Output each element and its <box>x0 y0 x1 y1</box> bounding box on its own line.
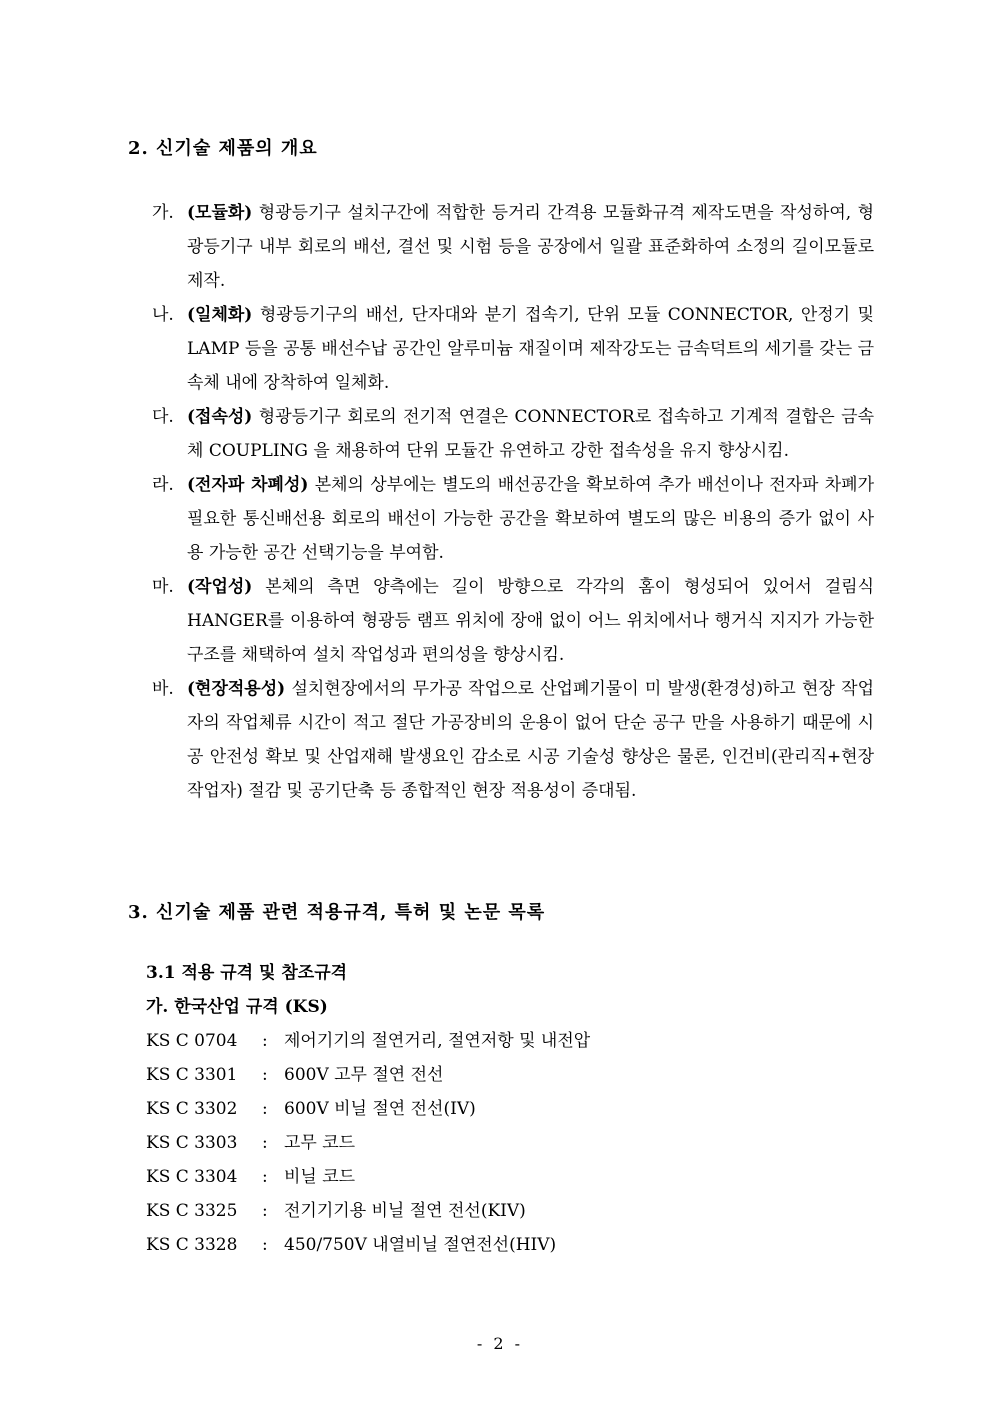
standard-separator: : <box>262 1133 268 1153</box>
item-marker: 라. <box>152 475 174 495</box>
standard-title: 600V 고무 절연 전선 <box>284 1065 444 1085</box>
item-marker: 다. <box>152 407 174 427</box>
standard-title: 제어기기의 절연거리, 절연저항 및 내전압 <box>284 1031 591 1051</box>
standard-row <box>146 1194 590 1228</box>
item-keyword: (전자파 차폐성) <box>187 475 309 495</box>
standard-separator: : <box>262 1235 268 1255</box>
standard-code: KS C 0704 <box>146 1031 238 1051</box>
section-3-heading: 3. 신기술 제품 관련 적용규격, 특허 및 논문 목록 <box>128 902 546 923</box>
standard-separator: : <box>262 1065 268 1085</box>
standard-row <box>146 1058 590 1092</box>
standard-code: KS C 3304 <box>146 1167 238 1187</box>
item-text: 본체의 측면 양측에는 길이 방향으로 각각의 홈이 형성되어 있어서 걸림식 HANGER를 이용하여 형광등 램프 위치에 장애 없이 어느 위치에서나 행거식 지지가 가능한 구조를 채택하여 설치 작업성과 편의성을 향상시킴. <box>187 577 874 665</box>
standards-list <box>146 1024 590 1262</box>
item-keyword: (현장적용성) <box>187 679 286 699</box>
standard-title: 고무 코드 <box>284 1133 356 1153</box>
overview-item-workability <box>152 570 874 672</box>
item-marker: 마. <box>152 577 174 597</box>
item-text: 형광등기구의 배선, 단자대와 분기 접속기, 단위 모듈 CONNECTOR, 안정기 및 LAMP 등을 공통 배선수납 공간인 알루미늄 재질이며 제작강도는 금속덕트의 세기를 갖는 금속체 내에 장착하여 일체화. <box>187 305 874 393</box>
item-text: 형광등기구 회로의 전기적 연결은 CONNECTOR로 접속하고 기계적 결합은 금속체 COUPLING 을 채용하여 단위 모듈간 유연하고 강한 접속성을 유지 향상시킴. <box>187 407 874 461</box>
item-marker: 바. <box>152 679 174 699</box>
standard-code: KS C 3325 <box>146 1201 238 1221</box>
item-keyword: (일체화) <box>187 305 253 325</box>
standard-title: 비닐 코드 <box>284 1167 356 1187</box>
standard-code: KS C 3328 <box>146 1235 238 1255</box>
standard-row <box>146 1160 590 1194</box>
standard-code: KS C 3302 <box>146 1099 238 1119</box>
item-text: 본체의 상부에는 별도의 배선공간을 확보하여 추가 배선이나 전자파 차폐가 필요한 통신배선용 회로의 배선이 가능한 공간을 확보하여 별도의 많은 비용의 증가 없이 사용 가능한 공간 선택기능을 부여함. <box>187 475 874 563</box>
standard-row <box>146 1126 590 1160</box>
page-number: - 2 - <box>476 1334 524 1353</box>
standard-title: 450/750V 내열비닐 절연전선(HIV) <box>284 1235 557 1255</box>
standard-separator: : <box>262 1167 268 1187</box>
item-text: 형광등기구 설치구간에 적합한 등거리 간격용 모듈화규격 제작도면을 작성하여, 형광등기구 내부 회로의 배선, 결선 및 시험 등을 공장에서 일괄 표준화하여 소정의 길이모듈로 제작. <box>187 203 874 291</box>
standard-separator: : <box>262 1031 268 1051</box>
overview-list <box>152 196 874 808</box>
section-2-heading: 2. 신기술 제품의 개요 <box>128 138 318 159</box>
ks-standards-heading: 가. 한국산업 규격 (KS) <box>146 997 328 1017</box>
item-keyword: (작업성) <box>187 577 253 597</box>
overview-item-modularization <box>152 196 874 298</box>
section-3-1-heading: 3.1 적용 규격 및 참조규격 <box>146 963 348 983</box>
standard-code: KS C 3303 <box>146 1133 238 1153</box>
item-text: 설치현장에서의 무가공 작업으로 산업폐기물이 미 발생(환경성)하고 현장 작업자의 작업체류 시간이 적고 절단 가공장비의 운용이 없어 단순 공구 만을 사용하기 때문에 시공 안전성 확보 및 산업재해 발생요인 감소로 시공 기술성 향상은 물론, 인건비(관리직+현장작업자) 절감 및 공기단축 등 종합적인 현장 적용성이 증대됨. <box>187 679 874 801</box>
overview-item-connectivity <box>152 400 874 468</box>
standard-row <box>146 1024 590 1058</box>
overview-item-integration <box>152 298 874 400</box>
item-marker: 나. <box>152 305 174 325</box>
item-keyword: (모듈화) <box>187 203 253 223</box>
overview-item-site-applicability <box>152 672 874 808</box>
item-marker: 가. <box>152 203 174 223</box>
standard-row <box>146 1092 590 1126</box>
standard-separator: : <box>262 1201 268 1221</box>
overview-item-emi-shielding <box>152 468 874 570</box>
standard-code: KS C 3301 <box>146 1065 238 1085</box>
item-keyword: (접속성) <box>187 407 253 427</box>
standard-row <box>146 1228 590 1262</box>
standard-title: 전기기기용 비닐 절연 전선(KIV) <box>284 1201 526 1221</box>
standard-separator: : <box>262 1099 268 1119</box>
standard-title: 600V 비닐 절연 전선(IV) <box>284 1099 476 1119</box>
